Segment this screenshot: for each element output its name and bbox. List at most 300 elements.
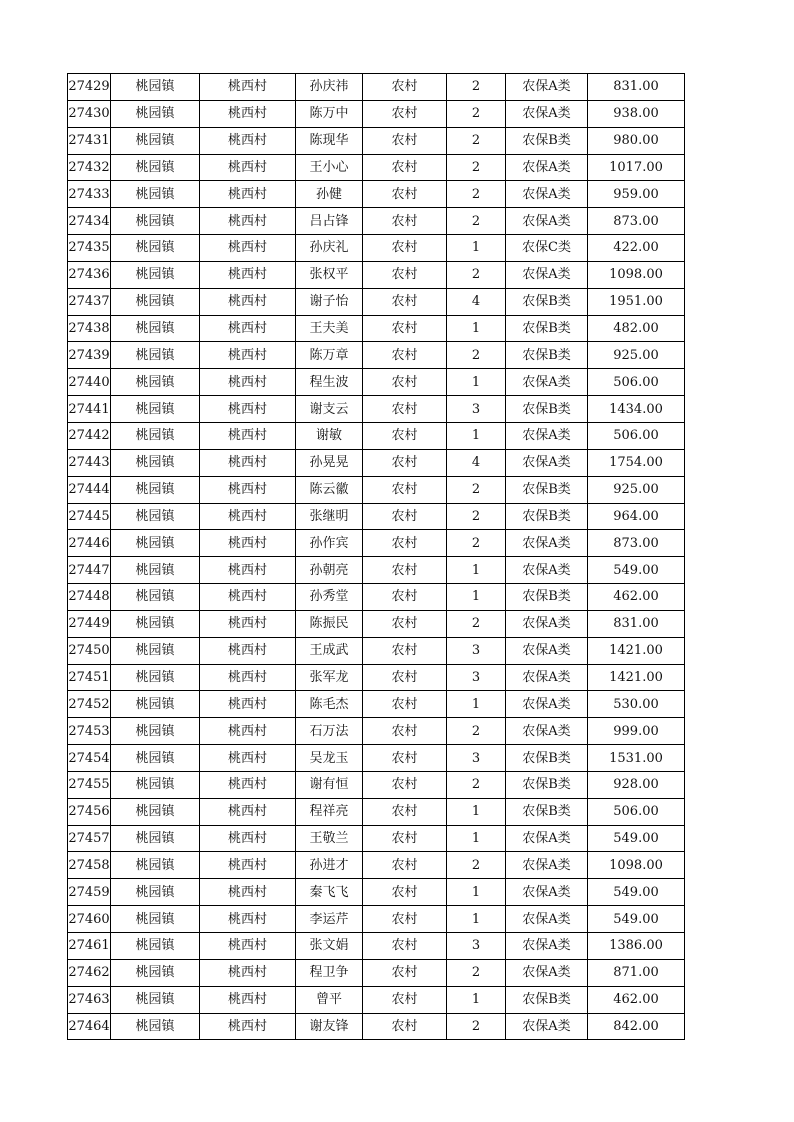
name-cell: 孙作宾 bbox=[296, 530, 363, 557]
name-cell: 吴龙玉 bbox=[296, 745, 363, 772]
table-row bbox=[68, 584, 685, 611]
category-cell: 农保B类 bbox=[506, 771, 588, 798]
category-cell: 农保A类 bbox=[506, 718, 588, 745]
record-id-cell: 27438 bbox=[68, 315, 111, 342]
category-cell: 农保A类 bbox=[506, 825, 588, 852]
record-id-cell: 27447 bbox=[68, 557, 111, 584]
table-row bbox=[68, 154, 685, 181]
table-row bbox=[68, 208, 685, 235]
category-cell: 农保A类 bbox=[506, 530, 588, 557]
member-count-cell: 2 bbox=[447, 718, 506, 745]
table-row bbox=[68, 906, 685, 933]
category-cell: 农保A类 bbox=[506, 691, 588, 718]
amount-cell: 549.00 bbox=[588, 557, 685, 584]
household-type-cell: 农村 bbox=[363, 986, 447, 1013]
town-cell: 桃园镇 bbox=[111, 798, 200, 825]
village-cell: 桃西村 bbox=[200, 852, 296, 879]
category-cell: 农保B类 bbox=[506, 986, 588, 1013]
table-row bbox=[68, 557, 685, 584]
name-cell: 曾平 bbox=[296, 986, 363, 1013]
table-row bbox=[68, 986, 685, 1013]
member-count-cell: 1 bbox=[447, 557, 506, 584]
household-type-cell: 农村 bbox=[363, 74, 447, 101]
table-body bbox=[68, 74, 685, 1040]
member-count-cell: 2 bbox=[447, 476, 506, 503]
household-type-cell: 农村 bbox=[363, 315, 447, 342]
name-cell: 张继明 bbox=[296, 503, 363, 530]
category-cell: 农保B类 bbox=[506, 127, 588, 154]
town-cell: 桃园镇 bbox=[111, 396, 200, 423]
record-id-cell: 27452 bbox=[68, 691, 111, 718]
record-id-cell: 27445 bbox=[68, 503, 111, 530]
table-row bbox=[68, 369, 685, 396]
amount-cell: 980.00 bbox=[588, 127, 685, 154]
record-id-cell: 27439 bbox=[68, 342, 111, 369]
household-type-cell: 农村 bbox=[363, 610, 447, 637]
household-type-cell: 农村 bbox=[363, 100, 447, 127]
town-cell: 桃园镇 bbox=[111, 584, 200, 611]
household-type-cell: 农村 bbox=[363, 933, 447, 960]
member-count-cell: 2 bbox=[447, 1013, 506, 1040]
record-id-cell: 27446 bbox=[68, 530, 111, 557]
household-type-cell: 农村 bbox=[363, 584, 447, 611]
record-id-cell: 27441 bbox=[68, 396, 111, 423]
record-id-cell: 27458 bbox=[68, 852, 111, 879]
table-row bbox=[68, 74, 685, 101]
member-count-cell: 2 bbox=[447, 342, 506, 369]
member-count-cell: 4 bbox=[447, 449, 506, 476]
household-type-cell: 农村 bbox=[363, 208, 447, 235]
member-count-cell: 3 bbox=[447, 933, 506, 960]
record-id-cell: 27459 bbox=[68, 879, 111, 906]
name-cell: 谢子怡 bbox=[296, 288, 363, 315]
town-cell: 桃园镇 bbox=[111, 422, 200, 449]
name-cell: 秦飞飞 bbox=[296, 879, 363, 906]
name-cell: 石万法 bbox=[296, 718, 363, 745]
member-count-cell: 1 bbox=[447, 798, 506, 825]
village-cell: 桃西村 bbox=[200, 315, 296, 342]
amount-cell: 549.00 bbox=[588, 879, 685, 906]
amount-cell: 462.00 bbox=[588, 986, 685, 1013]
name-cell: 谢有恒 bbox=[296, 771, 363, 798]
town-cell: 桃园镇 bbox=[111, 208, 200, 235]
member-count-cell: 2 bbox=[447, 100, 506, 127]
category-cell: 农保A类 bbox=[506, 1013, 588, 1040]
record-id-cell: 27461 bbox=[68, 933, 111, 960]
table-row bbox=[68, 396, 685, 423]
name-cell: 王成武 bbox=[296, 637, 363, 664]
member-count-cell: 2 bbox=[447, 208, 506, 235]
member-count-cell: 2 bbox=[447, 74, 506, 101]
amount-cell: 506.00 bbox=[588, 369, 685, 396]
household-type-cell: 农村 bbox=[363, 906, 447, 933]
town-cell: 桃园镇 bbox=[111, 637, 200, 664]
category-cell: 农保A类 bbox=[506, 637, 588, 664]
table-row bbox=[68, 879, 685, 906]
village-cell: 桃西村 bbox=[200, 718, 296, 745]
member-count-cell: 1 bbox=[447, 235, 506, 262]
village-cell: 桃西村 bbox=[200, 906, 296, 933]
record-id-cell: 27432 bbox=[68, 154, 111, 181]
member-count-cell: 1 bbox=[447, 315, 506, 342]
category-cell: 农保B类 bbox=[506, 745, 588, 772]
member-count-cell: 2 bbox=[447, 530, 506, 557]
town-cell: 桃园镇 bbox=[111, 664, 200, 691]
category-cell: 农保A类 bbox=[506, 74, 588, 101]
town-cell: 桃园镇 bbox=[111, 691, 200, 718]
member-count-cell: 2 bbox=[447, 503, 506, 530]
member-count-cell: 3 bbox=[447, 664, 506, 691]
record-id-cell: 27434 bbox=[68, 208, 111, 235]
amount-cell: 1951.00 bbox=[588, 288, 685, 315]
town-cell: 桃园镇 bbox=[111, 288, 200, 315]
town-cell: 桃园镇 bbox=[111, 986, 200, 1013]
amount-cell: 1421.00 bbox=[588, 664, 685, 691]
table-row bbox=[68, 100, 685, 127]
record-id-cell: 27451 bbox=[68, 664, 111, 691]
amount-cell: 506.00 bbox=[588, 798, 685, 825]
name-cell: 谢支云 bbox=[296, 396, 363, 423]
town-cell: 桃园镇 bbox=[111, 449, 200, 476]
amount-cell: 938.00 bbox=[588, 100, 685, 127]
household-type-cell: 农村 bbox=[363, 288, 447, 315]
village-cell: 桃西村 bbox=[200, 208, 296, 235]
village-cell: 桃西村 bbox=[200, 449, 296, 476]
table-row bbox=[68, 718, 685, 745]
amount-cell: 1098.00 bbox=[588, 261, 685, 288]
village-cell: 桃西村 bbox=[200, 879, 296, 906]
household-type-cell: 农村 bbox=[363, 557, 447, 584]
member-count-cell: 1 bbox=[447, 422, 506, 449]
table-row bbox=[68, 798, 685, 825]
amount-cell: 964.00 bbox=[588, 503, 685, 530]
name-cell: 张文娟 bbox=[296, 933, 363, 960]
record-id-cell: 27433 bbox=[68, 181, 111, 208]
town-cell: 桃园镇 bbox=[111, 181, 200, 208]
record-id-cell: 27463 bbox=[68, 986, 111, 1013]
table-row bbox=[68, 503, 685, 530]
village-cell: 桃西村 bbox=[200, 503, 296, 530]
name-cell: 孙健 bbox=[296, 181, 363, 208]
category-cell: 农保A类 bbox=[506, 449, 588, 476]
table-row bbox=[68, 637, 685, 664]
amount-cell: 1531.00 bbox=[588, 745, 685, 772]
town-cell: 桃园镇 bbox=[111, 879, 200, 906]
category-cell: 农保A类 bbox=[506, 208, 588, 235]
household-type-cell: 农村 bbox=[363, 879, 447, 906]
table-row bbox=[68, 530, 685, 557]
member-count-cell: 1 bbox=[447, 906, 506, 933]
household-type-cell: 农村 bbox=[363, 181, 447, 208]
town-cell: 桃园镇 bbox=[111, 1013, 200, 1040]
town-cell: 桃园镇 bbox=[111, 745, 200, 772]
amount-cell: 482.00 bbox=[588, 315, 685, 342]
member-count-cell: 1 bbox=[447, 369, 506, 396]
record-id-cell: 27429 bbox=[68, 74, 111, 101]
table-row bbox=[68, 1013, 685, 1040]
village-cell: 桃西村 bbox=[200, 530, 296, 557]
town-cell: 桃园镇 bbox=[111, 235, 200, 262]
village-cell: 桃西村 bbox=[200, 74, 296, 101]
record-id-cell: 27455 bbox=[68, 771, 111, 798]
household-type-cell: 农村 bbox=[363, 476, 447, 503]
amount-cell: 1017.00 bbox=[588, 154, 685, 181]
town-cell: 桃园镇 bbox=[111, 369, 200, 396]
town-cell: 桃园镇 bbox=[111, 530, 200, 557]
member-count-cell: 1 bbox=[447, 879, 506, 906]
member-count-cell: 1 bbox=[447, 691, 506, 718]
name-cell: 谢敏 bbox=[296, 422, 363, 449]
village-cell: 桃西村 bbox=[200, 771, 296, 798]
record-id-cell: 27460 bbox=[68, 906, 111, 933]
village-cell: 桃西村 bbox=[200, 476, 296, 503]
amount-cell: 831.00 bbox=[588, 610, 685, 637]
household-type-cell: 农村 bbox=[363, 664, 447, 691]
name-cell: 孙晃晃 bbox=[296, 449, 363, 476]
category-cell: 农保C类 bbox=[506, 235, 588, 262]
amount-cell: 506.00 bbox=[588, 422, 685, 449]
household-type-cell: 农村 bbox=[363, 369, 447, 396]
member-count-cell: 3 bbox=[447, 745, 506, 772]
village-cell: 桃西村 bbox=[200, 825, 296, 852]
household-type-cell: 农村 bbox=[363, 503, 447, 530]
member-count-cell: 2 bbox=[447, 959, 506, 986]
name-cell: 陈云徽 bbox=[296, 476, 363, 503]
category-cell: 农保A类 bbox=[506, 852, 588, 879]
table-row bbox=[68, 422, 685, 449]
record-id-cell: 27442 bbox=[68, 422, 111, 449]
amount-cell: 1434.00 bbox=[588, 396, 685, 423]
category-cell: 农保B类 bbox=[506, 798, 588, 825]
household-type-cell: 农村 bbox=[363, 637, 447, 664]
record-id-cell: 27436 bbox=[68, 261, 111, 288]
town-cell: 桃园镇 bbox=[111, 74, 200, 101]
amount-cell: 925.00 bbox=[588, 476, 685, 503]
household-type-cell: 农村 bbox=[363, 852, 447, 879]
category-cell: 农保A类 bbox=[506, 610, 588, 637]
member-count-cell: 3 bbox=[447, 396, 506, 423]
amount-cell: 925.00 bbox=[588, 342, 685, 369]
name-cell: 孙朝亮 bbox=[296, 557, 363, 584]
town-cell: 桃园镇 bbox=[111, 503, 200, 530]
name-cell: 王夫美 bbox=[296, 315, 363, 342]
name-cell: 程卫争 bbox=[296, 959, 363, 986]
subsidy-table bbox=[67, 73, 685, 1040]
name-cell: 孙秀堂 bbox=[296, 584, 363, 611]
table-row bbox=[68, 771, 685, 798]
village-cell: 桃西村 bbox=[200, 1013, 296, 1040]
name-cell: 陈万章 bbox=[296, 342, 363, 369]
amount-cell: 549.00 bbox=[588, 906, 685, 933]
village-cell: 桃西村 bbox=[200, 664, 296, 691]
record-id-cell: 27448 bbox=[68, 584, 111, 611]
member-count-cell: 2 bbox=[447, 610, 506, 637]
name-cell: 程生波 bbox=[296, 369, 363, 396]
village-cell: 桃西村 bbox=[200, 798, 296, 825]
town-cell: 桃园镇 bbox=[111, 154, 200, 181]
member-count-cell: 2 bbox=[447, 261, 506, 288]
name-cell: 王敬兰 bbox=[296, 825, 363, 852]
table-row bbox=[68, 933, 685, 960]
name-cell: 陈振民 bbox=[296, 610, 363, 637]
amount-cell: 549.00 bbox=[588, 825, 685, 852]
table-row bbox=[68, 342, 685, 369]
category-cell: 农保A类 bbox=[506, 181, 588, 208]
household-type-cell: 农村 bbox=[363, 235, 447, 262]
town-cell: 桃园镇 bbox=[111, 127, 200, 154]
name-cell: 孙庆祎 bbox=[296, 74, 363, 101]
village-cell: 桃西村 bbox=[200, 584, 296, 611]
record-id-cell: 27456 bbox=[68, 798, 111, 825]
member-count-cell: 2 bbox=[447, 181, 506, 208]
town-cell: 桃园镇 bbox=[111, 315, 200, 342]
household-type-cell: 农村 bbox=[363, 959, 447, 986]
category-cell: 农保B类 bbox=[506, 342, 588, 369]
member-count-cell: 3 bbox=[447, 637, 506, 664]
record-id-cell: 27449 bbox=[68, 610, 111, 637]
village-cell: 桃西村 bbox=[200, 637, 296, 664]
name-cell: 李运芹 bbox=[296, 906, 363, 933]
household-type-cell: 农村 bbox=[363, 718, 447, 745]
amount-cell: 1098.00 bbox=[588, 852, 685, 879]
category-cell: 农保B类 bbox=[506, 288, 588, 315]
category-cell: 农保A类 bbox=[506, 906, 588, 933]
record-id-cell: 27435 bbox=[68, 235, 111, 262]
table-row bbox=[68, 610, 685, 637]
household-type-cell: 农村 bbox=[363, 825, 447, 852]
village-cell: 桃西村 bbox=[200, 154, 296, 181]
record-id-cell: 27453 bbox=[68, 718, 111, 745]
name-cell: 张军龙 bbox=[296, 664, 363, 691]
amount-cell: 959.00 bbox=[588, 181, 685, 208]
member-count-cell: 1 bbox=[447, 986, 506, 1013]
village-cell: 桃西村 bbox=[200, 288, 296, 315]
amount-cell: 1421.00 bbox=[588, 637, 685, 664]
record-id-cell: 27431 bbox=[68, 127, 111, 154]
village-cell: 桃西村 bbox=[200, 181, 296, 208]
amount-cell: 1386.00 bbox=[588, 933, 685, 960]
village-cell: 桃西村 bbox=[200, 342, 296, 369]
village-cell: 桃西村 bbox=[200, 100, 296, 127]
table-row bbox=[68, 288, 685, 315]
category-cell: 农保A类 bbox=[506, 261, 588, 288]
member-count-cell: 2 bbox=[447, 154, 506, 181]
name-cell: 吕占锋 bbox=[296, 208, 363, 235]
village-cell: 桃西村 bbox=[200, 933, 296, 960]
village-cell: 桃西村 bbox=[200, 127, 296, 154]
amount-cell: 842.00 bbox=[588, 1013, 685, 1040]
category-cell: 农保A类 bbox=[506, 959, 588, 986]
table-row bbox=[68, 315, 685, 342]
town-cell: 桃园镇 bbox=[111, 771, 200, 798]
village-cell: 桃西村 bbox=[200, 610, 296, 637]
category-cell: 农保A类 bbox=[506, 154, 588, 181]
record-id-cell: 27462 bbox=[68, 959, 111, 986]
name-cell: 孙进才 bbox=[296, 852, 363, 879]
town-cell: 桃园镇 bbox=[111, 557, 200, 584]
village-cell: 桃西村 bbox=[200, 745, 296, 772]
village-cell: 桃西村 bbox=[200, 235, 296, 262]
category-cell: 农保A类 bbox=[506, 100, 588, 127]
household-type-cell: 农村 bbox=[363, 798, 447, 825]
table-row bbox=[68, 261, 685, 288]
amount-cell: 422.00 bbox=[588, 235, 685, 262]
name-cell: 程祥亮 bbox=[296, 798, 363, 825]
town-cell: 桃园镇 bbox=[111, 610, 200, 637]
town-cell: 桃园镇 bbox=[111, 959, 200, 986]
household-type-cell: 农村 bbox=[363, 691, 447, 718]
category-cell: 农保B类 bbox=[506, 396, 588, 423]
member-count-cell: 2 bbox=[447, 127, 506, 154]
village-cell: 桃西村 bbox=[200, 422, 296, 449]
household-type-cell: 农村 bbox=[363, 422, 447, 449]
record-id-cell: 27444 bbox=[68, 476, 111, 503]
table-row bbox=[68, 476, 685, 503]
household-type-cell: 农村 bbox=[363, 342, 447, 369]
record-id-cell: 27440 bbox=[68, 369, 111, 396]
amount-cell: 530.00 bbox=[588, 691, 685, 718]
household-type-cell: 农村 bbox=[363, 154, 447, 181]
member-count-cell: 1 bbox=[447, 825, 506, 852]
household-type-cell: 农村 bbox=[363, 396, 447, 423]
amount-cell: 928.00 bbox=[588, 771, 685, 798]
record-id-cell: 27437 bbox=[68, 288, 111, 315]
household-type-cell: 农村 bbox=[363, 1013, 447, 1040]
town-cell: 桃园镇 bbox=[111, 718, 200, 745]
category-cell: 农保A类 bbox=[506, 422, 588, 449]
category-cell: 农保A类 bbox=[506, 557, 588, 584]
record-id-cell: 27464 bbox=[68, 1013, 111, 1040]
town-cell: 桃园镇 bbox=[111, 261, 200, 288]
record-id-cell: 27430 bbox=[68, 100, 111, 127]
table-row bbox=[68, 745, 685, 772]
village-cell: 桃西村 bbox=[200, 261, 296, 288]
table-row bbox=[68, 959, 685, 986]
name-cell: 陈万中 bbox=[296, 100, 363, 127]
household-type-cell: 农村 bbox=[363, 745, 447, 772]
town-cell: 桃园镇 bbox=[111, 825, 200, 852]
town-cell: 桃园镇 bbox=[111, 933, 200, 960]
record-id-cell: 27450 bbox=[68, 637, 111, 664]
household-type-cell: 农村 bbox=[363, 449, 447, 476]
category-cell: 农保A类 bbox=[506, 879, 588, 906]
amount-cell: 873.00 bbox=[588, 208, 685, 235]
table-row bbox=[68, 449, 685, 476]
village-cell: 桃西村 bbox=[200, 396, 296, 423]
table-row bbox=[68, 127, 685, 154]
town-cell: 桃园镇 bbox=[111, 906, 200, 933]
town-cell: 桃园镇 bbox=[111, 100, 200, 127]
record-id-cell: 27454 bbox=[68, 745, 111, 772]
village-cell: 桃西村 bbox=[200, 369, 296, 396]
table-row bbox=[68, 664, 685, 691]
village-cell: 桃西村 bbox=[200, 557, 296, 584]
village-cell: 桃西村 bbox=[200, 959, 296, 986]
amount-cell: 871.00 bbox=[588, 959, 685, 986]
amount-cell: 831.00 bbox=[588, 74, 685, 101]
amount-cell: 462.00 bbox=[588, 584, 685, 611]
town-cell: 桃园镇 bbox=[111, 852, 200, 879]
record-id-cell: 27457 bbox=[68, 825, 111, 852]
household-type-cell: 农村 bbox=[363, 261, 447, 288]
category-cell: 农保A类 bbox=[506, 933, 588, 960]
record-id-cell: 27443 bbox=[68, 449, 111, 476]
table-row bbox=[68, 235, 685, 262]
village-cell: 桃西村 bbox=[200, 691, 296, 718]
category-cell: 农保A类 bbox=[506, 664, 588, 691]
amount-cell: 873.00 bbox=[588, 530, 685, 557]
name-cell: 张权平 bbox=[296, 261, 363, 288]
